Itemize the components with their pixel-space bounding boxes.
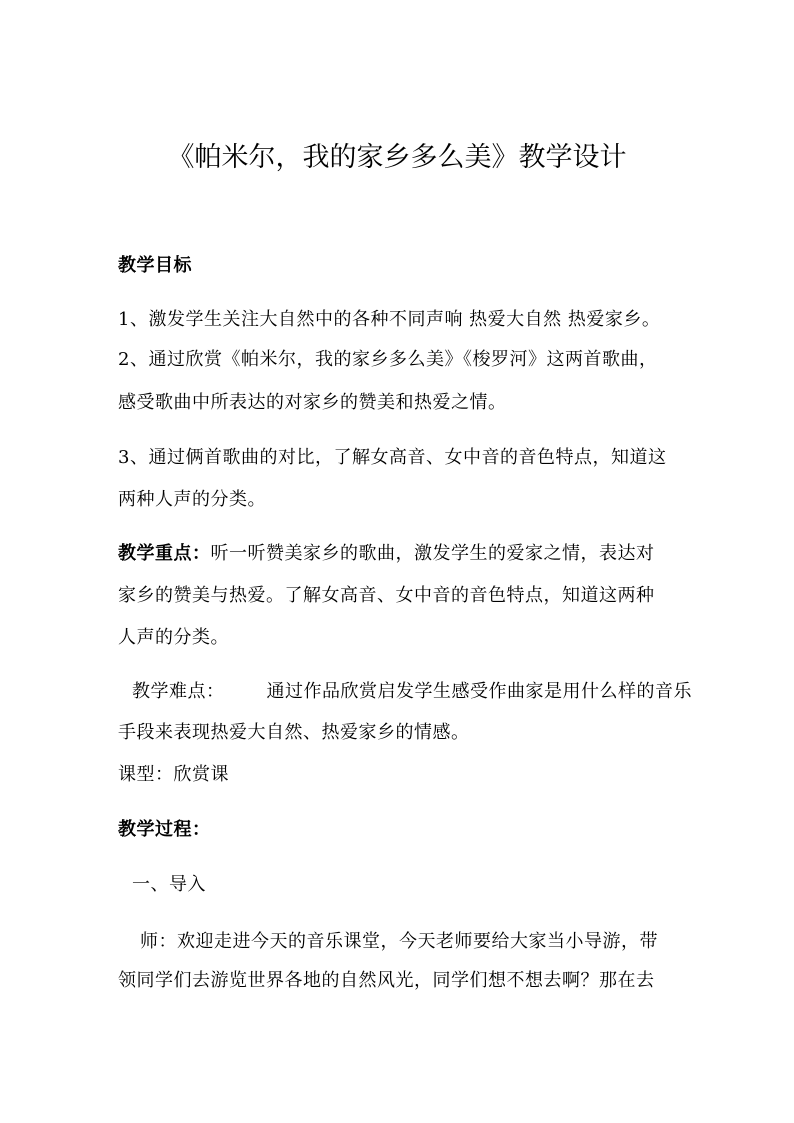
- objective-3-line-1: 3、通过俩首歌曲的对比，了解女高音、女中音的音色特点，知道这: [118, 447, 667, 468]
- key-points-line-2: 家乡的赞美与热爱。了解女高音、女中音的音色特点，知道这两种: [118, 585, 655, 606]
- difficulty-label: 教学难点：: [132, 681, 225, 702]
- key-points-line-3: 人声的分类。: [118, 627, 229, 648]
- document-title: 《帕米尔，我的家乡多么美》教学设计: [167, 142, 627, 173]
- difficulty-text-1: 通过作品欣赏启发学生感受作曲家是用什么样的音乐: [266, 681, 692, 702]
- key-points-label: 教学重点：: [118, 543, 211, 564]
- lesson-type: 课型：欣赏课: [118, 764, 229, 785]
- objective-3-line-2: 两种人声的分类。: [118, 489, 266, 510]
- key-points-line-1: [118, 542, 655, 566]
- objective-1: 1、激发学生关注大自然中的各种不同声响 热爱大自然 热爱家乡。: [118, 309, 661, 330]
- difficulty-line-1: [132, 680, 692, 704]
- key-points-text-1: 听一听赞美家乡的歌曲，激发学生的爱家之情，表达对: [210, 543, 655, 564]
- process-heading: 教学过程：: [118, 819, 211, 840]
- teacher-line-1: 师：欢迎走进今天的音乐课堂，今天老师要给大家当小导游，带: [140, 931, 658, 952]
- step-1-heading: 一、导入: [132, 874, 206, 895]
- objectives-heading: 教学目标: [118, 255, 192, 276]
- teacher-line-2: 领同学们去游览世界各地的自然风光，同学们想不想去啊？那在去: [118, 970, 655, 991]
- objective-2-line-1: 2、通过欣赏《帕米尔，我的家乡多么美》《梭罗河》这两首歌曲，: [118, 349, 658, 370]
- difficulty-line-2: 手段来表现热爱大自然、热爱家乡的情感。: [118, 722, 470, 743]
- objective-2-line-2: 感受歌曲中所表达的对家乡的赞美和热爱之情。: [118, 392, 507, 413]
